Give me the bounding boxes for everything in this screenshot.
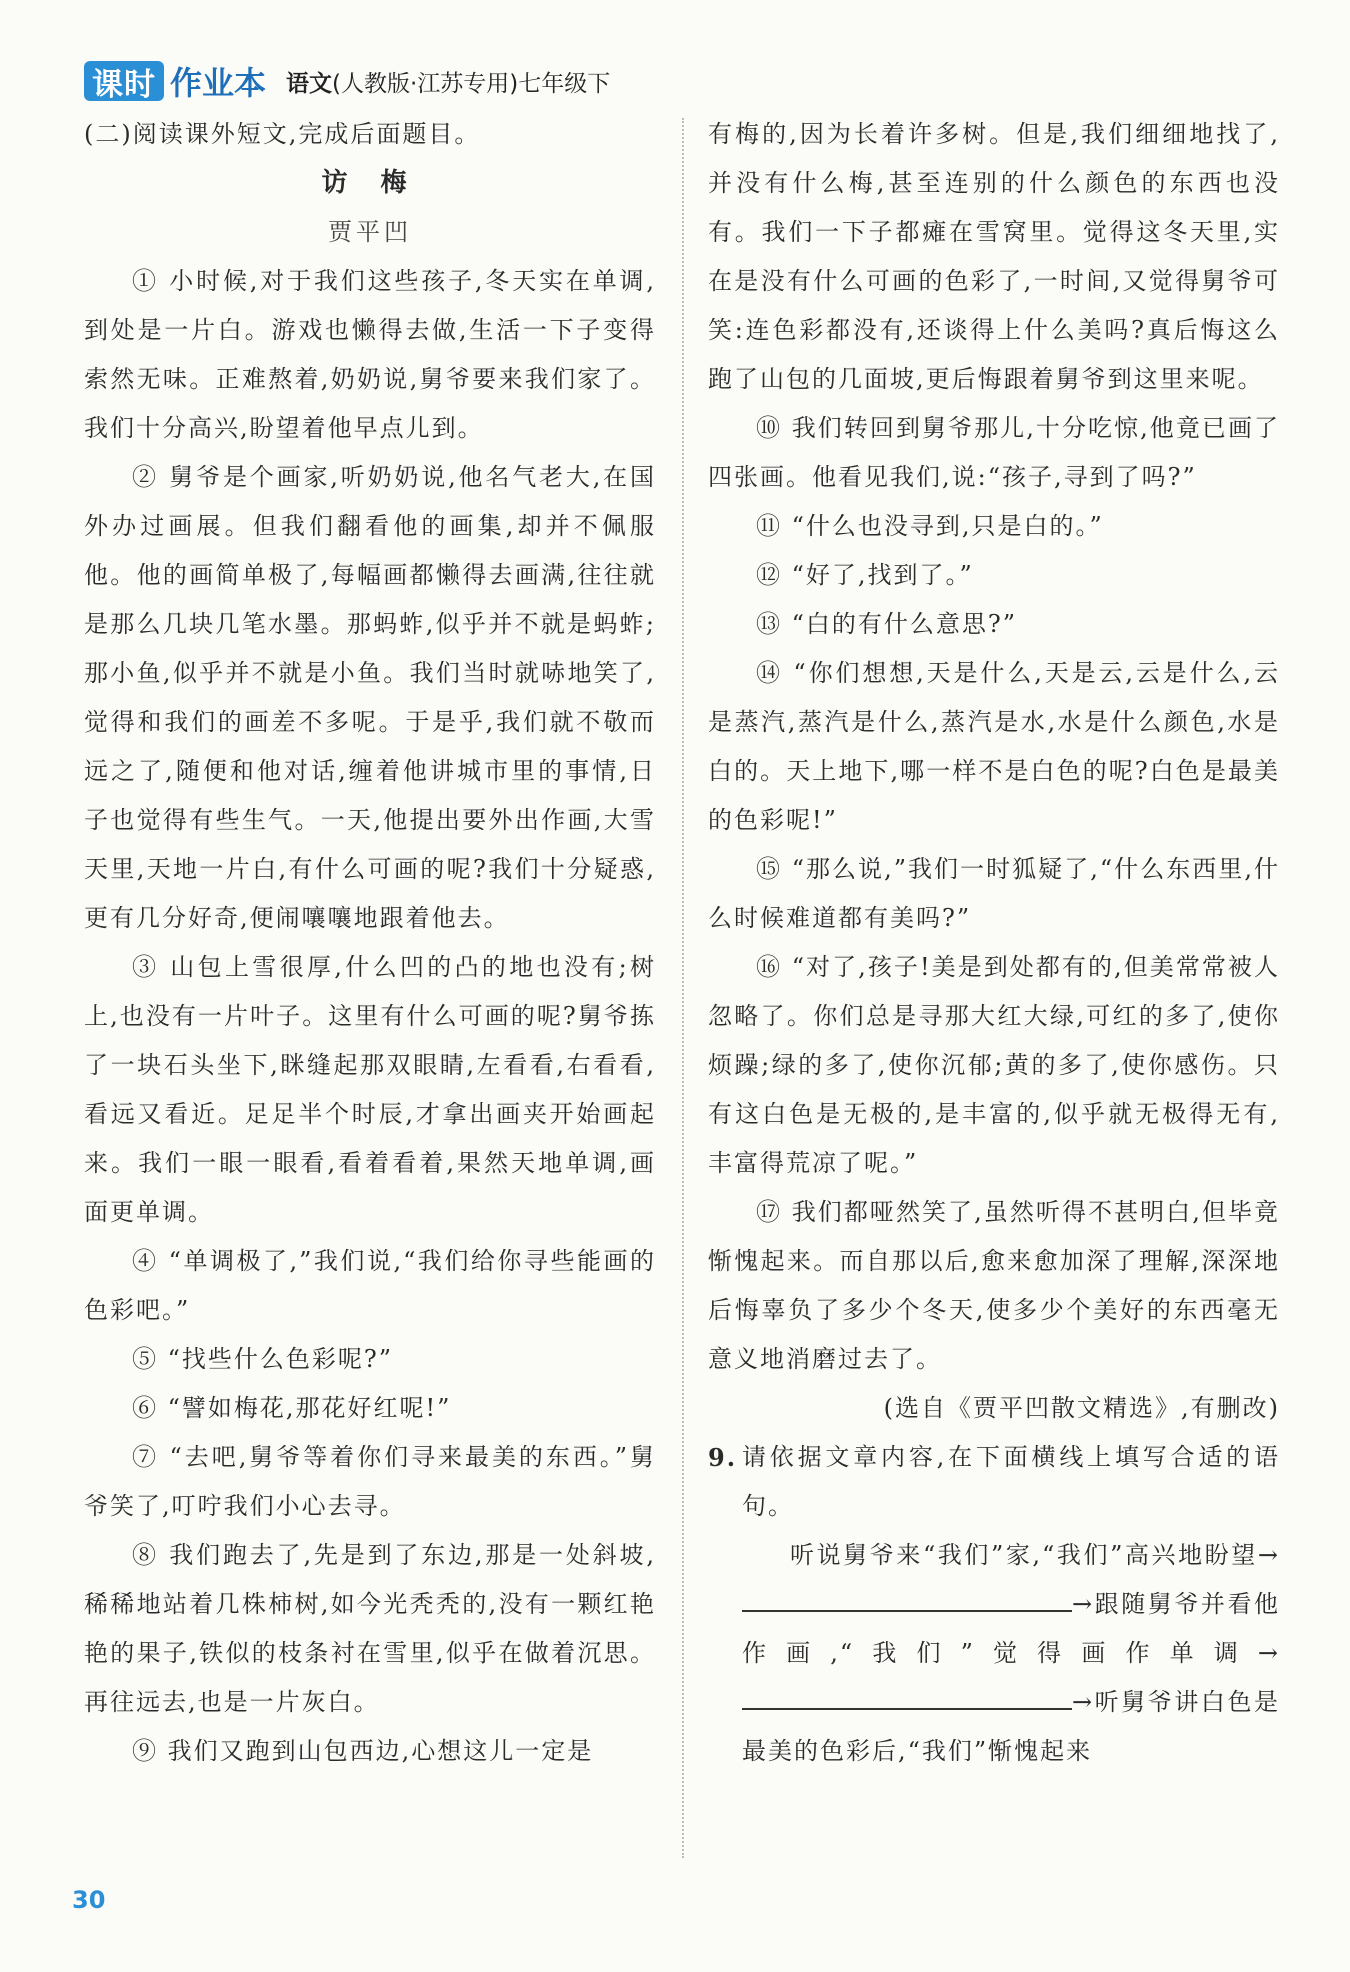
question-text-2: →跟随舅爷并看他作画,“我们”觉得画作单调→ bbox=[742, 1590, 1280, 1667]
edition-info: (人教版·江苏专用)七年级下 bbox=[332, 70, 611, 97]
brand-title: 作业本 bbox=[170, 64, 267, 102]
paragraph-17: ⑰ 我们都哑然笑了,虽然听得不甚明白,但毕竟惭愧起来。而自那以后,愈来愈加深了理解,深深地后悔辜负了多少个冬天,使多少个美好的东西毫无意义地消磨过去了。 bbox=[708, 1198, 1280, 1373]
paragraph-14: ⑭ “你们想想,天是什么,天是云,云是什么,云是蒸汽,蒸汽是什么,蒸汽是水,水是什么颜色,水是白的。天上地下,哪一样不是白色的呢?白色是最美的色彩呢!” bbox=[708, 659, 1280, 834]
paragraph-1: ① 小时候,对于我们这些孩子,冬天实在单调,到处是一片白。游戏也懒得去做,生活一下子变得索然无味。正难熬着,奶奶说,舅爷要来我们家了。我们十分高兴,盼望着他早点儿到。 bbox=[84, 267, 656, 442]
paragraph-4: ④ “单调极了,”我们说,“我们给你寻些能画的色彩吧。” bbox=[84, 1247, 656, 1324]
paragraph-16: ⑯ “对了,孩子!美是到处都有的,但美常常被人忽略了。你们总是寻那大红大绿,可红的多了,使你烦躁;绿的多了,使你沉郁;黄的多了,使你感伤。只有这白色是无极的,是丰富的,似乎就无极得无有,丰富得荒凉了呢。” bbox=[708, 953, 1280, 1177]
paragraph-9: ⑨ 我们又跑到山包西边,心想这儿一定是 bbox=[132, 1737, 594, 1765]
question-body bbox=[742, 1433, 1280, 1776]
subject-name: 语文 bbox=[286, 70, 333, 97]
reading-instruction: (二)阅读课外短文,完成后面题目。 bbox=[84, 120, 481, 148]
left-column bbox=[84, 110, 656, 1776]
paragraph-8: ⑧ 我们跑去了,先是到了东边,那是一处斜坡,稀稀地站着几株柿树,如今光秃秃的,没有一颗红艳艳的果子,铁似的枝条衬在雪里,似乎在做着沉思。再往远去,也是一片灰白。 bbox=[84, 1541, 656, 1716]
paragraph-7: ⑦ “去吧,舅爷等着你们寻来最美的东西。”舅爷笑了,叮咛我们小心去寻。 bbox=[84, 1443, 656, 1520]
question-9 bbox=[708, 1433, 1280, 1776]
source-citation: (选自《贾平凹散文精选》,有删改) bbox=[883, 1394, 1280, 1422]
right-column bbox=[708, 110, 1280, 1776]
paragraph-3: ③ 山包上雪很厚,什么凹的凸的地也没有;树上,也没有一片叶子。这里有什么可画的呢?舅爷拣了一块石头坐下,眯缝起那双眼睛,左看看,右看看,看远又看近。足足半个时辰,才拿出画夹开始画起来。我们一眼一眼看,看着看着,果然天地单调,画面更单调。 bbox=[84, 953, 656, 1226]
paragraph-5: ⑤ “找些什么色彩呢?” bbox=[132, 1345, 394, 1373]
paragraph-10: ⑩ 我们转回到舅爷那儿,十分吃惊,他竟已画了四张画。他看见我们,说:“孩子,寻到了吗?” bbox=[708, 414, 1280, 491]
question-prompt: 请依据文章内容,在下面横线上填写合适的语句。 bbox=[742, 1443, 1280, 1520]
page-header bbox=[84, 58, 610, 104]
paragraph-9-continued: 有梅的,因为长着许多树。但是,我们细细地找了,并没有什么梅,甚至连别的什么颜色的东西也没有。我们一下子都瘫在雪窝里。觉得这冬天里,实在是没有什么可画的色彩了,一时间,又觉得舅爷可笑:连色彩都没有,还谈得上什么美吗?真后悔这么跑了山包的几面坡,更后悔跟着舅爷到这里来呢。 bbox=[708, 120, 1280, 393]
logo: 课时 bbox=[84, 61, 164, 101]
paragraph-11: ⑪ “什么也没寻到,只是白的。” bbox=[756, 512, 1104, 540]
paragraph-2: ② 舅爷是个画家,听奶奶说,他名气老大,在国外办过画展。但我们翻看他的画集,却并不佩服他。他的画简单极了,每幅画都懒得去画满,往往就是那么几块几笔水墨。那蚂蚱,似乎并不就是蚂蚱;那小鱼,似乎并不就是小鱼。我们当时就哧地笑了,觉得和我们的画差不多呢。于是乎,我们就不敬而远之了,随便和他对话,缠着他讲城市里的事情,日子也觉得有些生气。一天,他提出要外出作画,大雪天里,天地一片白,有什么可画的呢?我们十分疑惑,更有几分好奇,便闹嚷嚷地跟着他去。 bbox=[84, 463, 656, 932]
article-title: 访 梅 bbox=[321, 168, 419, 198]
question-text-3: →听舅爷讲白色是最美的色彩后,“我们”惭愧起来 bbox=[742, 1688, 1280, 1765]
subject-info bbox=[286, 65, 610, 98]
article-author: 贾平凹 bbox=[328, 218, 412, 246]
paragraph-6: ⑥ “譬如梅花,那花好红呢!” bbox=[132, 1394, 452, 1422]
question-text-1: 听说舅爷来“我们”家,“我们”高兴地盼望→ bbox=[790, 1541, 1280, 1569]
paragraph-12: ⑫ “好了,找到了。” bbox=[756, 561, 974, 589]
question-fill-text bbox=[742, 1531, 1280, 1776]
answer-blank-2[interactable] bbox=[742, 1680, 1072, 1710]
page-number: 30 bbox=[72, 1886, 106, 1914]
paragraph-13: ⑬ “白的有什么意思?” bbox=[756, 610, 1018, 638]
paragraph-15: ⑮ “那么说,”我们一时狐疑了,“什么东西里,什么时候难道都有美吗?” bbox=[708, 855, 1280, 932]
column-divider bbox=[682, 118, 684, 1858]
question-number: 9. bbox=[708, 1443, 738, 1472]
answer-blank-1[interactable] bbox=[742, 1582, 1072, 1612]
